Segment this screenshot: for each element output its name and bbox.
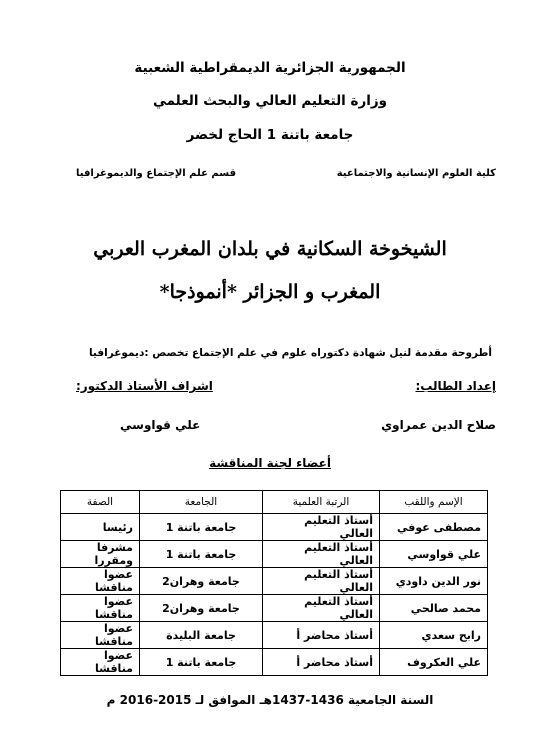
thesis-statement: أطروحة مقدمة لنيل شهادة دكتوراه علوم في علم الإجتماع تخصص :ديموغرافيا [88, 347, 492, 359]
col-role: الصفة [61, 491, 140, 514]
member-university: جامعة وهران2 [140, 595, 263, 622]
supervisor-name: علي قواوسي [120, 418, 201, 432]
member-rank: أستاذ التعليم العالي [263, 541, 380, 568]
faculty-label: كلية العلوم الإنسانية والاجتماعية [336, 168, 496, 179]
member-name: نور الدين داودي [380, 568, 488, 595]
member-rank: أستاذ محاضر أ [263, 622, 380, 649]
member-rank: أستاذ محاضر أ [263, 649, 380, 676]
academic-year: السنة الجامعية 1436-1437هـ الموافق لـ 2015-2016 م [106, 693, 434, 707]
member-rank: أستاذ التعليم العالي [263, 595, 380, 622]
member-name: مصطفى عوفي [380, 514, 488, 541]
member-university: جامعة باتنة 1 [140, 649, 263, 676]
member-role: رئيسا [61, 514, 140, 541]
member-name: علي العكروف [380, 649, 488, 676]
jury-table [60, 490, 488, 676]
member-name: علي قواوسي [380, 541, 488, 568]
jury-header-row [61, 491, 488, 514]
ministry-heading: وزارة التعليم العالي والبحث العلمي [152, 93, 388, 109]
republic-heading: الجمهورية الجزائرية الديمقراطية الشعبية [134, 60, 406, 76]
thesis-title-line2: المغرب و الجزائر *أنموذجا* [159, 281, 381, 303]
table-row [61, 622, 488, 649]
member-role: عضوا مناقشا [61, 568, 140, 595]
member-university: جامعة باتنة 1 [140, 541, 263, 568]
member-role: مشرفا ومقررا [61, 541, 140, 568]
member-rank: أستاذ التعليم العالي [263, 514, 380, 541]
member-university: جامعة البليدة [140, 622, 263, 649]
table-row [61, 568, 488, 595]
department-label: قسم علم الإجتماع والديموغرافيا [76, 168, 236, 179]
member-rank: أستاذ التعليم العالي [263, 568, 380, 595]
member-role: عضوا مناقشا [61, 622, 140, 649]
col-university: الجامعة [140, 491, 263, 514]
member-role: عضوا مناقشا [61, 649, 140, 676]
member-university: جامعة باتنة 1 [140, 514, 263, 541]
table-row [61, 514, 488, 541]
supervisor-label: اشراف الأستاذ الدكتور: [76, 379, 213, 393]
table-row [61, 595, 488, 622]
table-row [61, 649, 488, 676]
thesis-title-line1: الشيخوخة السكانية في بلدان المغرب العربي [93, 238, 447, 260]
col-name: الإسم واللقب [380, 491, 488, 514]
jury-heading: أعضاء لجنة المناقشة [209, 456, 331, 470]
student-name: صلاح الدين عمراوي [381, 418, 496, 432]
member-role: عضوا مناقشا [61, 595, 140, 622]
university-heading: جامعة باتنة 1 الحاج لخضر [186, 127, 354, 143]
member-university: جامعة وهران2 [140, 568, 263, 595]
member-name: محمد صالحي [380, 595, 488, 622]
student-label: إعداد الطالب: [415, 379, 496, 393]
col-rank: الرتبة العلمية [263, 491, 380, 514]
table-row [61, 541, 488, 568]
member-name: رابح سعدي [380, 622, 488, 649]
